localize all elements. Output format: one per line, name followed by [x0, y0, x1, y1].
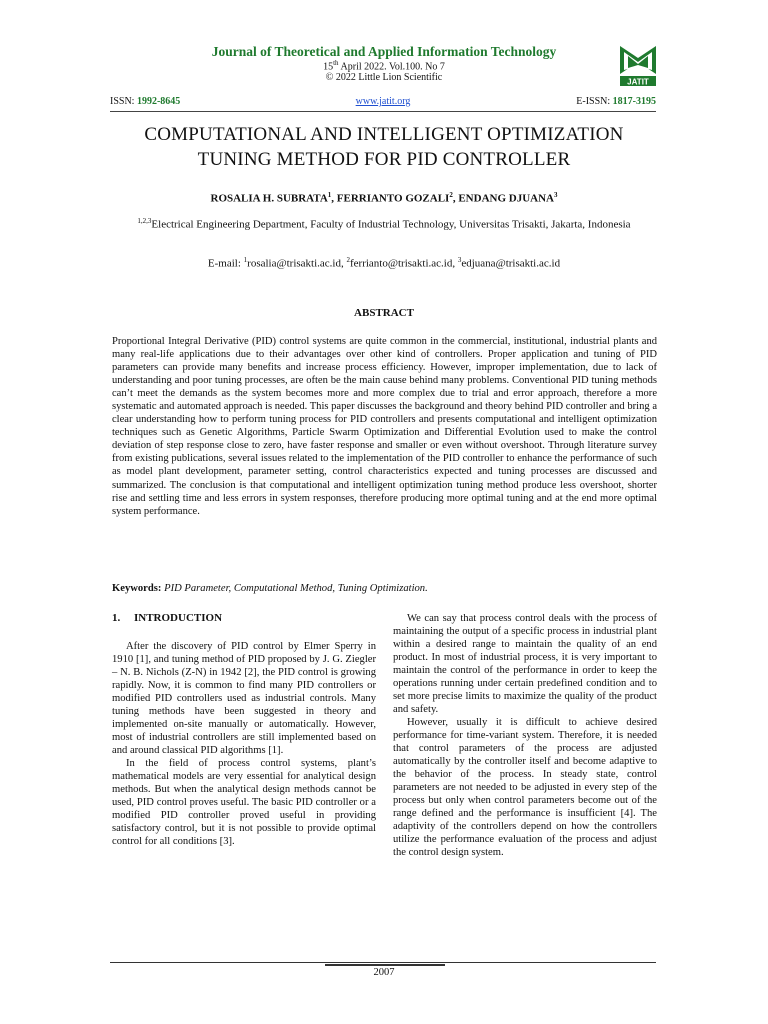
- email-1[interactable]: rosalia@trisakti.ac.id,: [247, 257, 347, 270]
- email-2[interactable]: ferrianto@trisakti.ac.id,: [349, 257, 458, 270]
- section-heading-introduction: 1. INTRODUCTION: [112, 612, 223, 624]
- page-number: 2007: [373, 967, 395, 978]
- paper-title: [80, 122, 688, 172]
- issn-line: [110, 96, 656, 110]
- journal-title: Journal of Theoretical and Applied Information Technology: [211, 44, 557, 59]
- affiliation: $^{1,2,3}$Electrical Engineering Department, Faculty of Industrial Technology, Universitas Trisakti, Jakarta, Indonesia: [137, 217, 631, 231]
- issn-value: 1992-8645: [136, 96, 181, 107]
- logo-text: JATIT: [627, 77, 649, 87]
- authors: ROSALIA H. SUBRATA$^1$, FERRIANTO GOZALI$^2$, ENDANG DJUANA$^3$: [210, 191, 558, 205]
- keywords-value: PID Parameter, Computational Method, Tuning Optimization.: [164, 583, 428, 594]
- footer-divider: [110, 962, 656, 963]
- eissn-value: 1817-3195: [612, 96, 656, 107]
- abstract-body: Proportional Integral Derivative (PID) control systems are quite common in the commercial, institutional, industrial plants and many real-life applications due to their advantages over other kind of controllers. Proper application and tuning of PID parameters can provide many benefits and increase process efficiency. However, improper implementation, due to lack of understanding and poor tuning processes, are often be the main cause behind many problems. Conventional PID tuning methods can’t meet the demands as the system becomes more and more complex due to trial and error approach, therefore a more systematic and automated approach is needed. This paper discusses the background and theory behind PID controller and bring a clear understanding how to perform tuning process for PID controllers and presents computational and intelligent optimization techniques such as Genetic Algorithms, Particle Swarm Optimization and Differential Evolution used to make the control deviation of step response close to zero, have faster response and smaller or even without overshoot. Through literature survey from existing publications, several issues related to the implementation of the PID controller to enhance the performance of such as model plant development, parameter setting, control characteristics expected and tuning processes are discussed and summarized. The conclusion is that computational and intelligent optimization tuning method produce less overshoot, shorter rise and settling time and less errors in system responses, therefore producing more optimal tuning and at the end more optimal system performance.: [112, 336, 657, 517]
- copyright-line: © 2022 Little Lion Scientific: [325, 72, 443, 83]
- right-column: [393, 612, 657, 859]
- email-line: E-mail: $^1$rosalia@trisakti.ac.id, $^2$ferrianto@trisakti.ac.id, $^3$edjuana@trisakti.ac.id: [207, 256, 561, 270]
- paper-title-line-2: TUNING METHOD FOR PID CONTROLLER: [197, 149, 571, 170]
- issue-rest: April 2022. Vol.100. No 7: [338, 61, 445, 73]
- paragraph: However, usually it is difficult to achieve desired performance for time-variant system. Therefore, it is needed that control parameters of the process are adjusted automatically by the controller itself and become adaptive to the behavior of the process. In steady state, control parameters are not needed to be adjusted in every step of the process but only when control parameters become out of the range defined and the performance is insufficient [4]. The adaptivity of the controllers depend on how the controllers utilize the performance evaluation of the process and adjust the control design system.: [393, 717, 657, 858]
- paragraph: In the field of process control systems, plant’s mathematical models are very essential for analytical design methods. But when the analytical design methods cannot be used, PID control proves useful. The basic PID controller or a modified PID controller proved useful in providing satisfactory control, but it is not possible to provide optimal control for all conditions [3].: [112, 758, 376, 847]
- issue-day: 15: [323, 61, 334, 73]
- email-3[interactable]: edjuana@trisakti.ac.id: [461, 257, 561, 270]
- eissn: E-ISSN: 1817-3195: [576, 96, 656, 107]
- paper-title-line-1: COMPUTATIONAL AND INTELLIGENT OPTIMIZATION: [144, 124, 624, 145]
- issn: ISSN: 1992-8645: [110, 96, 181, 107]
- abstract-heading: ABSTRACT: [354, 307, 414, 319]
- paragraph: After the discovery of PID control by Elmer Sperry in 1910 [1], and tuning method of PID proposed by J. G. Ziegler – N. B. Nichols (Z-N) in 1942 [2], the PID control is growing rapidly. Now, it is common to find many PID controllers or modified PID controllers used as industrial controls. Many tuning methods have been suggested in theory and implemented on-site manually or automatically. However, most of industrial controllers are still implemented based on and around classical PID algorithms [1].: [112, 641, 376, 756]
- footer-divider-accent: [325, 964, 445, 966]
- issue-day-suffix: th: [333, 59, 339, 67]
- paragraph: We can say that process control deals with the process of maintaining the output of a specific process in industrial plant within a desired range to maintain the quality of an end product. In most of industrial process, it is very important to maintain the control of the performance in order to keep the operations running under certain predefined condition and to set more precise limits to maximize the quality of the product and safety.: [393, 613, 657, 715]
- keywords-label: Keywords:: [112, 583, 165, 594]
- header-divider: [110, 111, 656, 112]
- jatit-logo-icon: [618, 44, 658, 92]
- keywords: [112, 583, 657, 594]
- left-column: [112, 640, 376, 848]
- website-link[interactable]: www.jatit.org: [355, 96, 411, 107]
